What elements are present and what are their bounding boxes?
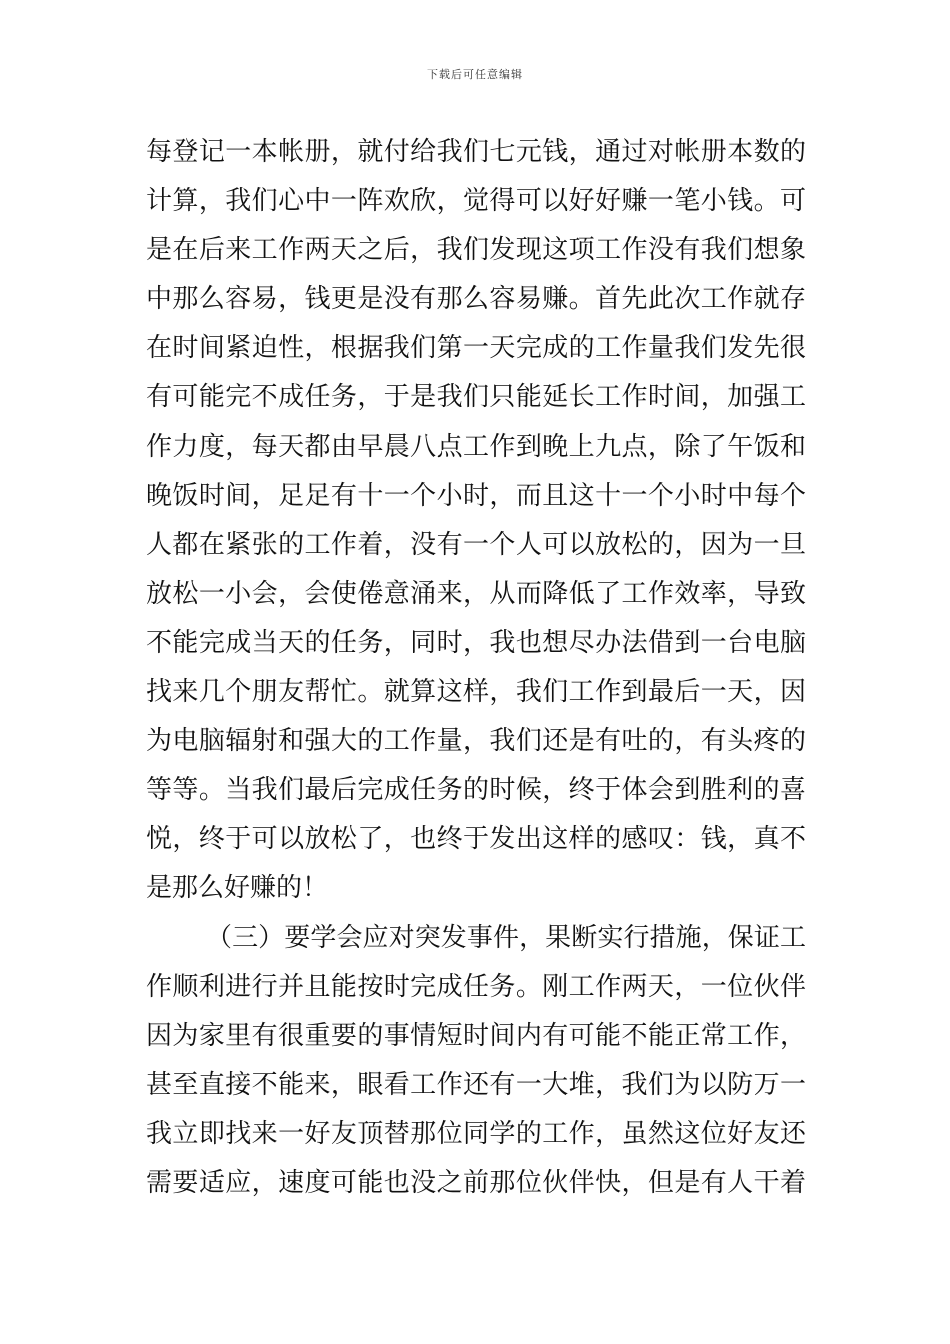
text-line: 悦，终于可以放松了，也终于发出这样的感叹：钱，真不 (146, 824, 806, 855)
text-line: 不能完成当天的任务，同时，我也想尽办法借到一台电脑 (146, 627, 806, 658)
text-line: 是那么好赚的！ (146, 873, 329, 904)
text-line: 需要适应，速度可能也没之前那位伙伴快，但是有人干着 (146, 1167, 806, 1198)
text-line: 我立即找来一好友顶替那位同学的工作，虽然这位好友还 (146, 1118, 806, 1149)
text-line: 作顺利进行并且能按时完成任务。刚工作两天，一位伙伴 (146, 971, 806, 1002)
page-header: 下载后可任意编辑 (427, 68, 523, 81)
text-line: 是在后来工作两天之后，我们发现这项工作没有我们想象 (146, 235, 806, 266)
text-line: 中那么容易，钱更是没有那么容易赚。首先此次工作就存 (146, 284, 806, 315)
text-line: 作力度，每天都由早晨八点工作到晚上九点，除了午饭和 (146, 431, 806, 462)
document-body (146, 128, 806, 1208)
text-line: 甚至直接不能来，眼看工作还有一大堆，我们为以防万一 (146, 1069, 806, 1100)
text-line: 晚饭时间，足足有十一个小时，而且这十一个小时中每个 (146, 480, 806, 511)
text-line: 因为家里有很重要的事情短时间内有可能不能正常工作， (146, 1020, 806, 1051)
text-line: 每登记一本帐册，就付给我们七元钱，通过对帐册本数的 (146, 137, 806, 167)
text-line: 人都在紧张的工作着，没有一个人可以放松的，因为一旦 (146, 529, 806, 560)
text-line: 在时间紧迫性，根据我们第一天完成的工作量我们发先很 (146, 333, 806, 364)
text-line: 计算，我们心中一阵欢欣，觉得可以好好赚一笔小钱。可 (146, 186, 806, 217)
text-line: 放松一小会，会使倦意涌来，从而降低了工作效率，导致 (146, 578, 806, 609)
text-line: 找来几个朋友帮忙。就算这样，我们工作到最后一天，因 (146, 677, 806, 708)
text-line: 为电脑辐射和强大的工作量，我们还是有吐的，有头疼的 (146, 726, 806, 757)
text-line: 有可能完不成任务，于是我们只能延长工作时间，加强工 (146, 382, 806, 413)
text-line: 等等。当我们最后完成任务的时候，终于体会到胜利的喜 (146, 775, 806, 806)
section-heading-line: （三）要学会应对突发事件，果断实行措施，保证工 (206, 922, 806, 953)
